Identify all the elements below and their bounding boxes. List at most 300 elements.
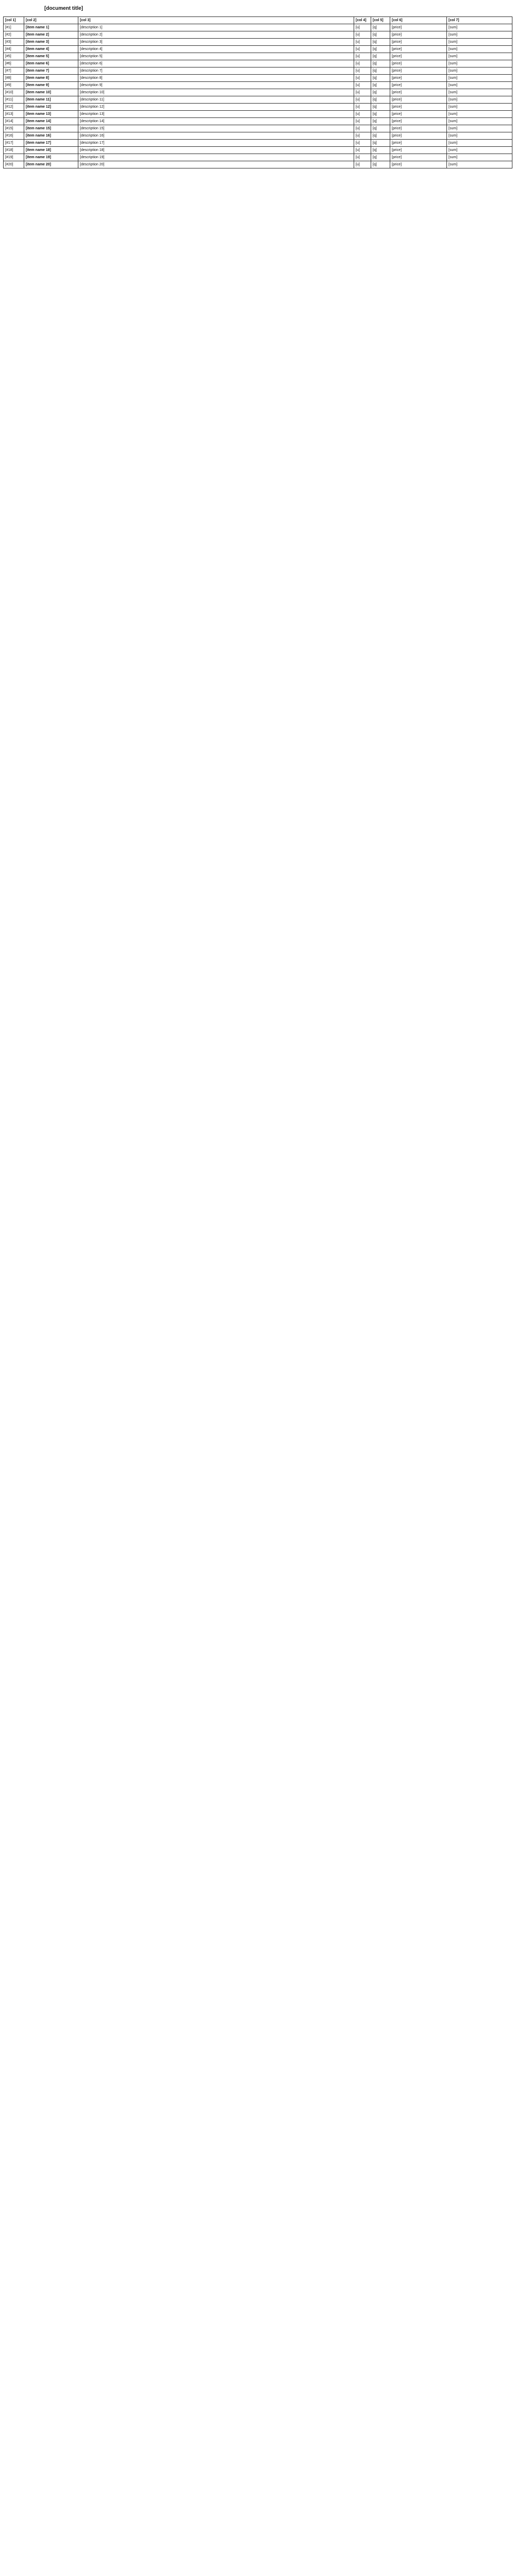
item-sum-text: [sum]: [448, 112, 458, 116]
table-row: [4, 31, 512, 39]
item-quantity-text: [q]: [373, 47, 377, 51]
table-row: [4, 89, 512, 96]
item-quantity: [371, 39, 390, 46]
table-row: [4, 24, 512, 31]
row-number-text: [#7]: [5, 69, 11, 73]
item-quantity-text: [q]: [373, 83, 377, 87]
item-price: [390, 132, 447, 140]
item-name: [24, 125, 78, 132]
item-quantity-text: [q]: [373, 105, 377, 109]
table-row: [4, 39, 512, 46]
row-number-text: [#3]: [5, 40, 11, 44]
row-number-text: [#8]: [5, 76, 11, 80]
item-description: [78, 67, 354, 75]
item-sum: [447, 140, 512, 147]
item-sum: [447, 111, 512, 118]
item-sum-text: [sum]: [448, 98, 458, 101]
item-unit-text: [u]: [356, 105, 360, 109]
table-row: [4, 140, 512, 147]
row-number: [4, 140, 24, 147]
item-price-text: [price]: [392, 83, 402, 87]
item-quantity: [371, 96, 390, 104]
item-name: [24, 96, 78, 104]
header-unit: [col 4]: [354, 17, 371, 24]
item-sum-text: [sum]: [448, 76, 458, 80]
item-sum-text: [sum]: [448, 148, 458, 152]
item-sum: [447, 147, 512, 154]
row-number: [4, 24, 24, 31]
item-description: [78, 161, 354, 168]
item-price-text: [price]: [392, 163, 402, 166]
item-sum: [447, 75, 512, 82]
item-quantity-text: [q]: [373, 163, 377, 166]
item-name: [24, 60, 78, 67]
item-price-text: [price]: [392, 127, 402, 130]
item-price-text: [price]: [392, 91, 402, 94]
header-name: [col 2]: [24, 17, 78, 24]
item-sum: [447, 46, 512, 53]
item-description: [78, 147, 354, 154]
item-price: [390, 82, 447, 89]
item-name: [24, 104, 78, 111]
item-description: [78, 60, 354, 67]
item-quantity: [371, 89, 390, 96]
item-quantity-text: [q]: [373, 91, 377, 94]
item-unit: [354, 31, 371, 39]
item-name: [24, 46, 78, 53]
item-sum: [447, 60, 512, 67]
item-price: [390, 111, 447, 118]
item-quantity-text: [q]: [373, 127, 377, 130]
item-price: [390, 118, 447, 125]
item-unit: [354, 53, 371, 60]
row-number: [4, 96, 24, 104]
item-unit-text: [u]: [356, 47, 360, 51]
item-price: [390, 24, 447, 31]
item-unit: [354, 111, 371, 118]
item-quantity-text: [q]: [373, 120, 377, 123]
table-row: [4, 75, 512, 82]
item-description: [78, 96, 354, 104]
header-description: [col 3]: [78, 17, 354, 24]
item-name: [24, 132, 78, 140]
item-unit-text: [u]: [356, 76, 360, 80]
table-row: [4, 118, 512, 125]
specification-table: [3, 16, 512, 168]
row-number-text: [#13]: [5, 112, 13, 116]
item-price-text: [price]: [392, 69, 402, 73]
item-quantity: [371, 161, 390, 168]
table-row: [4, 96, 512, 104]
document-page: [0, 0, 515, 181]
item-sum-text: [sum]: [448, 26, 458, 29]
item-price: [390, 104, 447, 111]
item-sum-text: [sum]: [448, 33, 458, 37]
item-price: [390, 31, 447, 39]
item-name-text: [item name 8]: [26, 76, 49, 80]
item-name-text: [item name 3]: [26, 40, 49, 44]
item-unit-text: [u]: [356, 69, 360, 73]
row-number: [4, 132, 24, 140]
item-description-text: [description 4]: [80, 47, 103, 51]
item-price-text: [price]: [392, 134, 402, 138]
table-row: [4, 125, 512, 132]
item-quantity-text: [q]: [373, 55, 377, 58]
item-price-text: [price]: [392, 112, 402, 116]
header-price: [col 6]: [390, 17, 447, 24]
item-quantity: [371, 53, 390, 60]
item-unit: [354, 140, 371, 147]
row-number: [4, 60, 24, 67]
item-description: [78, 154, 354, 161]
item-unit-text: [u]: [356, 127, 360, 130]
item-price: [390, 140, 447, 147]
item-price-text: [price]: [392, 47, 402, 51]
item-unit: [354, 82, 371, 89]
item-name-text: [item name 7]: [26, 69, 49, 73]
row-number: [4, 161, 24, 168]
item-description-text: [description 16]: [80, 134, 105, 138]
item-quantity: [371, 140, 390, 147]
item-name-text: [item name 20]: [26, 163, 52, 166]
item-price: [390, 67, 447, 75]
item-price: [390, 39, 447, 46]
row-number: [4, 154, 24, 161]
item-sum-text: [sum]: [448, 156, 458, 159]
item-quantity-text: [q]: [373, 141, 377, 145]
item-name-text: [item name 11]: [26, 98, 51, 101]
item-quantity-text: [q]: [373, 33, 377, 37]
item-quantity-text: [q]: [373, 69, 377, 73]
item-sum-text: [sum]: [448, 91, 458, 94]
row-number: [4, 39, 24, 46]
item-quantity-text: [q]: [373, 134, 377, 138]
item-name-text: [item name 2]: [26, 33, 49, 37]
item-unit: [354, 75, 371, 82]
item-quantity: [371, 111, 390, 118]
item-price-text: [price]: [392, 26, 402, 29]
table-header: [4, 17, 512, 24]
item-sum-text: [sum]: [448, 55, 458, 58]
row-number-text: [#20]: [5, 163, 13, 166]
item-unit-text: [u]: [356, 134, 360, 138]
item-quantity: [371, 104, 390, 111]
item-name-text: [item name 13]: [26, 112, 52, 116]
item-sum: [447, 24, 512, 31]
item-description: [78, 75, 354, 82]
row-number-text: [#9]: [5, 83, 11, 87]
item-description-text: [description 17]: [80, 141, 105, 145]
item-unit: [354, 89, 371, 96]
table-row: [4, 46, 512, 53]
item-name: [24, 111, 78, 118]
item-name: [24, 89, 78, 96]
item-sum-text: [sum]: [448, 163, 458, 166]
table-row: [4, 53, 512, 60]
item-quantity: [371, 147, 390, 154]
item-unit-text: [u]: [356, 163, 360, 166]
row-number-text: [#15]: [5, 127, 13, 130]
item-quantity: [371, 46, 390, 53]
item-name: [24, 154, 78, 161]
item-name-text: [item name 16]: [26, 134, 52, 138]
item-price-text: [price]: [392, 40, 402, 44]
row-number: [4, 89, 24, 96]
item-name-text: [item name 18]: [26, 148, 52, 152]
item-sum-text: [sum]: [448, 134, 458, 138]
item-name-text: [item name 15]: [26, 127, 52, 130]
item-unit-text: [u]: [356, 148, 360, 152]
item-unit: [354, 104, 371, 111]
item-description-text: [description 8]: [80, 76, 103, 80]
item-quantity-text: [q]: [373, 148, 377, 152]
table-row: [4, 111, 512, 118]
item-unit-text: [u]: [356, 120, 360, 123]
row-number-text: [#6]: [5, 62, 11, 65]
item-quantity: [371, 132, 390, 140]
item-name: [24, 24, 78, 31]
item-quantity-text: [q]: [373, 26, 377, 29]
row-number-text: [#14]: [5, 120, 13, 123]
row-number: [4, 31, 24, 39]
item-sum: [447, 104, 512, 111]
item-description-text: [description 14]: [80, 120, 105, 123]
table-body: [4, 24, 512, 168]
item-name: [24, 82, 78, 89]
row-number: [4, 75, 24, 82]
item-name-text: [item name 1]: [26, 26, 49, 29]
item-name-text: [item name 4]: [26, 47, 49, 51]
item-price-text: [price]: [392, 98, 402, 101]
item-unit: [354, 24, 371, 31]
item-sum: [447, 161, 512, 168]
row-number-text: [#12]: [5, 105, 13, 109]
item-description: [78, 82, 354, 89]
table-row: [4, 67, 512, 75]
item-quantity: [371, 118, 390, 125]
row-number-text: [#16]: [5, 134, 13, 138]
item-unit-text: [u]: [356, 156, 360, 159]
item-unit-text: [u]: [356, 26, 360, 29]
item-description-text: [description 15]: [80, 127, 105, 130]
item-price: [390, 75, 447, 82]
item-name: [24, 75, 78, 82]
item-description-text: [description 5]: [80, 55, 103, 58]
item-quantity-text: [q]: [373, 112, 377, 116]
item-description-text: [description 6]: [80, 62, 103, 65]
item-sum-text: [sum]: [448, 141, 458, 145]
item-sum: [447, 154, 512, 161]
item-name-text: [item name 6]: [26, 62, 49, 65]
item-description-text: [description 1]: [80, 26, 103, 29]
item-description-text: [description 13]: [80, 112, 105, 116]
header-quantity: [col 5]: [371, 17, 390, 24]
item-price: [390, 161, 447, 168]
item-description: [78, 39, 354, 46]
item-sum-text: [sum]: [448, 120, 458, 123]
item-unit: [354, 132, 371, 140]
item-description-text: [description 9]: [80, 83, 103, 87]
item-price: [390, 125, 447, 132]
row-number: [4, 104, 24, 111]
item-price-text: [price]: [392, 33, 402, 37]
item-sum: [447, 82, 512, 89]
item-description-text: [description 18]: [80, 148, 105, 152]
item-sum-text: [sum]: [448, 47, 458, 51]
item-unit-text: [u]: [356, 40, 360, 44]
item-price: [390, 96, 447, 104]
item-sum: [447, 53, 512, 60]
item-unit: [354, 60, 371, 67]
table-row: [4, 82, 512, 89]
item-quantity: [371, 67, 390, 75]
item-sum: [447, 39, 512, 46]
item-price: [390, 89, 447, 96]
item-price-text: [price]: [392, 105, 402, 109]
item-description: [78, 111, 354, 118]
header-number: [col 1]: [4, 17, 24, 24]
row-number: [4, 147, 24, 154]
table-row: [4, 161, 512, 168]
item-description: [78, 125, 354, 132]
item-description: [78, 53, 354, 60]
item-name-text: [item name 10]: [26, 91, 52, 94]
item-price: [390, 154, 447, 161]
row-number-text: [#1]: [5, 26, 11, 29]
item-sum-text: [sum]: [448, 40, 458, 44]
item-quantity-text: [q]: [373, 76, 377, 80]
item-sum: [447, 125, 512, 132]
item-quantity-text: [q]: [373, 98, 377, 101]
item-price: [390, 53, 447, 60]
item-unit: [354, 125, 371, 132]
item-name-text: [item name 17]: [26, 141, 52, 145]
item-description: [78, 31, 354, 39]
table-row: [4, 154, 512, 161]
item-description-text: [description 19]: [80, 156, 105, 159]
item-name-text: [item name 9]: [26, 83, 49, 87]
item-description-text: [description 20]: [80, 163, 105, 166]
item-unit-text: [u]: [356, 141, 360, 145]
item-price-text: [price]: [392, 120, 402, 123]
item-name-text: [item name 5]: [26, 55, 49, 58]
item-sum: [447, 96, 512, 104]
item-price: [390, 147, 447, 154]
item-sum-text: [sum]: [448, 62, 458, 65]
row-number: [4, 82, 24, 89]
item-name: [24, 53, 78, 60]
item-unit: [354, 161, 371, 168]
item-name-text: [item name 14]: [26, 120, 52, 123]
table-row: [4, 104, 512, 111]
item-price-text: [price]: [392, 62, 402, 65]
row-number-text: [#2]: [5, 33, 11, 37]
item-quantity: [371, 82, 390, 89]
item-unit-text: [u]: [356, 83, 360, 87]
item-description: [78, 132, 354, 140]
row-number: [4, 53, 24, 60]
item-description-text: [description 11]: [80, 98, 104, 101]
row-number: [4, 118, 24, 125]
item-quantity-text: [q]: [373, 156, 377, 159]
item-unit-text: [u]: [356, 112, 360, 116]
item-quantity-text: [q]: [373, 62, 377, 65]
item-quantity-text: [q]: [373, 40, 377, 44]
item-price-text: [price]: [392, 76, 402, 80]
item-name: [24, 147, 78, 154]
row-number-text: [#11]: [5, 98, 13, 101]
item-description-text: [description 7]: [80, 69, 103, 73]
item-unit: [354, 67, 371, 75]
item-sum: [447, 31, 512, 39]
item-description: [78, 89, 354, 96]
item-sum: [447, 132, 512, 140]
item-description-text: [description 10]: [80, 91, 105, 94]
item-name: [24, 161, 78, 168]
item-sum: [447, 67, 512, 75]
document-title: [document title]: [44, 6, 83, 11]
item-description: [78, 46, 354, 53]
item-quantity: [371, 75, 390, 82]
item-price-text: [price]: [392, 55, 402, 58]
row-number: [4, 67, 24, 75]
item-price-text: [price]: [392, 156, 402, 159]
item-description: [78, 140, 354, 147]
item-name: [24, 31, 78, 39]
item-description-text: [description 12]: [80, 105, 105, 109]
row-number-text: [#10]: [5, 91, 13, 94]
item-sum-text: [sum]: [448, 69, 458, 73]
item-name-text: [item name 19]: [26, 156, 52, 159]
item-unit: [354, 118, 371, 125]
item-unit: [354, 39, 371, 46]
header-row: [4, 17, 512, 24]
item-description: [78, 118, 354, 125]
header-sum: [col 7]: [447, 17, 512, 24]
item-name: [24, 140, 78, 147]
row-number: [4, 111, 24, 118]
item-unit: [354, 154, 371, 161]
item-description-text: [description 3]: [80, 40, 103, 44]
table-row: [4, 60, 512, 67]
item-quantity: [371, 154, 390, 161]
item-quantity: [371, 60, 390, 67]
item-description: [78, 104, 354, 111]
item-name: [24, 67, 78, 75]
row-number: [4, 125, 24, 132]
item-name: [24, 39, 78, 46]
row-number-text: [#18]: [5, 148, 13, 152]
row-number-text: [#19]: [5, 156, 13, 159]
row-number-text: [#5]: [5, 55, 11, 58]
item-sum: [447, 89, 512, 96]
item-name: [24, 118, 78, 125]
item-sum: [447, 118, 512, 125]
item-price-text: [price]: [392, 148, 402, 152]
item-unit: [354, 46, 371, 53]
item-quantity: [371, 31, 390, 39]
item-price: [390, 46, 447, 53]
item-unit-text: [u]: [356, 98, 360, 101]
row-number: [4, 46, 24, 53]
item-sum-text: [sum]: [448, 105, 458, 109]
item-unit: [354, 147, 371, 154]
row-number-text: [#17]: [5, 141, 13, 145]
item-quantity: [371, 125, 390, 132]
item-unit: [354, 96, 371, 104]
item-price-text: [price]: [392, 141, 402, 145]
item-quantity: [371, 24, 390, 31]
